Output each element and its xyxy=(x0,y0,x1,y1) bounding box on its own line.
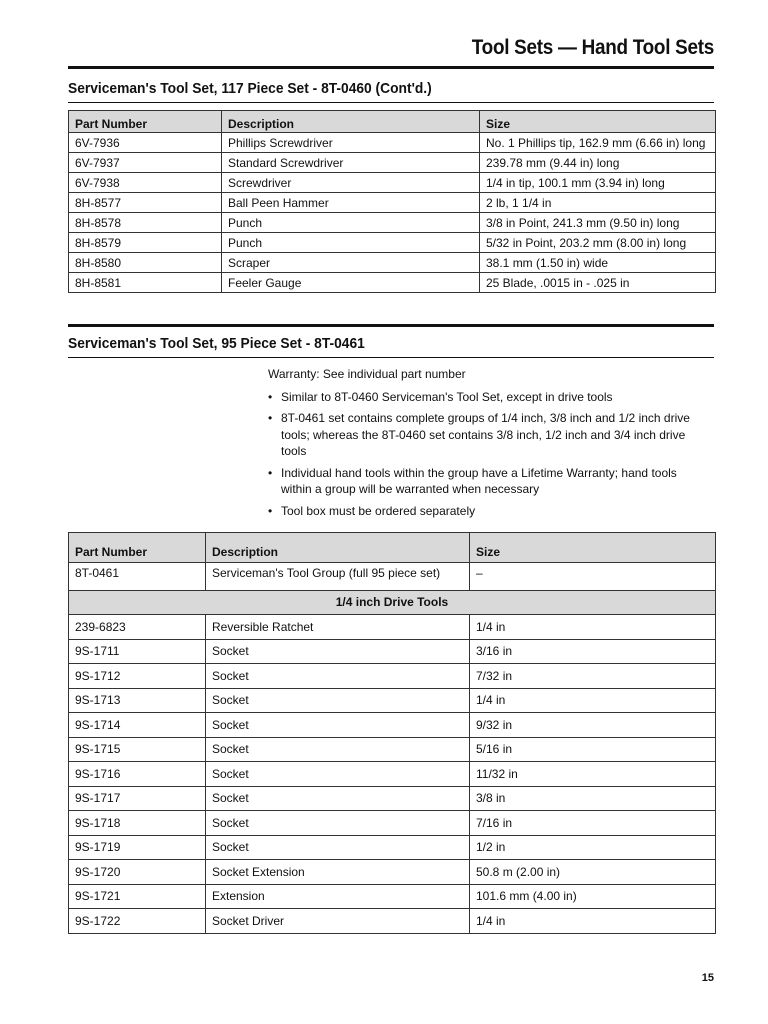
feature-text: Similar to 8T-0460 Serviceman's Tool Set, except in drive tools xyxy=(281,389,613,404)
table-row xyxy=(69,153,716,173)
description-cell: Reversible Ratchet xyxy=(206,615,470,640)
bullet-icon: • xyxy=(268,389,273,404)
size-cell: 1/4 in xyxy=(470,615,716,640)
part-number-cell: 9S-1719 xyxy=(69,835,206,860)
size-cell: 50.8 m (2.00 in) xyxy=(470,860,716,885)
description-cell: Socket xyxy=(206,639,470,664)
part-number-cell: 239-6823 xyxy=(69,615,206,640)
table-row xyxy=(69,253,716,273)
description-cell: Ball Peen Hammer xyxy=(222,193,480,213)
table-row xyxy=(69,273,716,293)
description-cell: Socket Extension xyxy=(206,860,470,885)
section2-top-rule xyxy=(68,324,714,327)
feature-text: Tool box must be ordered separately xyxy=(281,503,476,518)
table-row xyxy=(69,835,716,860)
feature-text: Individual hand tools within the group have a Lifetime Warranty; hand tools within a group will be warranted when necessary xyxy=(281,465,677,496)
size-cell: 3/16 in xyxy=(470,639,716,664)
part-number-cell: 9S-1713 xyxy=(69,688,206,713)
part-number-cell: 9S-1711 xyxy=(69,639,206,664)
column-header-part-number: Part Number xyxy=(69,533,206,563)
size-cell: 239.78 mm (9.44 in) long xyxy=(480,153,716,173)
feature-list xyxy=(268,389,708,520)
parts-table-8t0461 xyxy=(68,532,716,934)
part-number-cell: 9S-1720 xyxy=(69,860,206,885)
table-row xyxy=(69,688,716,713)
description-cell: Extension xyxy=(206,884,470,909)
description-cell: Socket xyxy=(206,713,470,738)
part-number-cell: 9S-1715 xyxy=(69,737,206,762)
table-row xyxy=(69,639,716,664)
size-cell: 1/4 in xyxy=(470,688,716,713)
size-cell: 1/4 in tip, 100.1 mm (3.94 in) long xyxy=(480,173,716,193)
table-row xyxy=(69,909,716,934)
table-row xyxy=(69,213,716,233)
table-row xyxy=(69,713,716,738)
size-cell: 1/2 in xyxy=(470,835,716,860)
part-number-cell: 8H-8578 xyxy=(69,213,222,233)
page-header-title: Tool Sets — Hand Tool Sets xyxy=(471,36,714,59)
part-number-cell: 6V-7937 xyxy=(69,153,222,173)
description-cell: Punch xyxy=(222,233,480,253)
column-header-size: Size xyxy=(480,111,716,133)
size-cell: No. 1 Phillips tip, 162.9 mm (6.66 in) long xyxy=(480,133,716,153)
part-number-cell: 6V-7938 xyxy=(69,173,222,193)
column-header-part-number: Part Number xyxy=(69,111,222,133)
part-number-cell: 9S-1718 xyxy=(69,811,206,836)
description-cell: Serviceman's Tool Group (full 95 piece set) xyxy=(206,563,470,591)
column-header-description: Description xyxy=(206,533,470,563)
table-row xyxy=(69,615,716,640)
size-cell: 11/32 in xyxy=(470,762,716,787)
description-cell: Socket xyxy=(206,811,470,836)
feature-text: 8T-0461 set contains complete groups of 1/4 inch, 3/8 inch and 1/2 inch drive tools; whereas the 8T-0460 set contains 3/8 inch, 1/2 inch and 3/4 inch drive tools xyxy=(281,411,690,458)
part-number-cell: 8H-8577 xyxy=(69,193,222,213)
size-cell: 7/16 in xyxy=(470,811,716,836)
table-header-row xyxy=(69,533,716,563)
part-number-cell: 9S-1712 xyxy=(69,664,206,689)
size-cell: 25 Blade, .0015 in - .025 in xyxy=(480,273,716,293)
group-header-row xyxy=(69,590,716,615)
header-rule xyxy=(68,66,714,69)
part-number-cell: 9S-1722 xyxy=(69,909,206,934)
group-label: 1/4 inch Drive Tools xyxy=(69,590,716,615)
table-row xyxy=(69,173,716,193)
part-number-cell: 9S-1721 xyxy=(69,884,206,909)
bullet-icon: • xyxy=(268,411,273,425)
part-number-cell: 6V-7936 xyxy=(69,133,222,153)
description-cell: Standard Screwdriver xyxy=(222,153,480,173)
part-number-cell: 9S-1716 xyxy=(69,762,206,787)
description-cell: Punch xyxy=(222,213,480,233)
feature-list-item xyxy=(268,465,708,498)
size-cell: 9/32 in xyxy=(470,713,716,738)
size-cell: – xyxy=(470,563,716,591)
description-cell: Screwdriver xyxy=(222,173,480,193)
description-cell: Socket xyxy=(206,835,470,860)
part-number-cell: 8H-8579 xyxy=(69,233,222,253)
column-header-description: Description xyxy=(222,111,480,133)
size-cell: 38.1 mm (1.50 in) wide xyxy=(480,253,716,273)
bullet-icon: • xyxy=(268,465,273,480)
part-number-cell: 9S-1717 xyxy=(69,786,206,811)
description-cell: Socket xyxy=(206,737,470,762)
feature-list-item xyxy=(268,410,708,460)
table-row xyxy=(69,811,716,836)
description-cell: Scraper xyxy=(222,253,480,273)
warranty-note: Warranty: See individual part number xyxy=(268,367,466,381)
table-row xyxy=(69,860,716,885)
part-number-cell: 9S-1714 xyxy=(69,713,206,738)
description-cell: Phillips Screwdriver xyxy=(222,133,480,153)
table-row xyxy=(69,884,716,909)
section2-title: Serviceman's Tool Set, 95 Piece Set - 8T-0461 xyxy=(68,335,365,352)
description-cell: Socket xyxy=(206,688,470,713)
description-cell: Socket xyxy=(206,786,470,811)
size-cell: 5/32 in Point, 203.2 mm (8.00 in) long xyxy=(480,233,716,253)
part-number-cell: 8T-0461 xyxy=(69,563,206,591)
description-cell: Feeler Gauge xyxy=(222,273,480,293)
size-cell: 2 lb, 1 1/4 in xyxy=(480,193,716,213)
table-header-row xyxy=(69,111,716,133)
table-row xyxy=(69,786,716,811)
part-number-cell: 8H-8581 xyxy=(69,273,222,293)
size-cell: 3/8 in Point, 241.3 mm (9.50 in) long xyxy=(480,213,716,233)
size-cell: 1/4 in xyxy=(470,909,716,934)
bullet-icon: • xyxy=(268,503,273,518)
description-cell: Socket xyxy=(206,762,470,787)
section2-rule xyxy=(68,357,714,358)
description-cell: Socket Driver xyxy=(206,909,470,934)
table-row xyxy=(69,737,716,762)
table-row xyxy=(69,233,716,253)
size-cell: 101.6 mm (4.00 in) xyxy=(470,884,716,909)
feature-list-item xyxy=(268,389,708,406)
description-cell: Socket xyxy=(206,664,470,689)
set-notes xyxy=(268,366,708,524)
table-row xyxy=(69,762,716,787)
page-number: 15 xyxy=(701,972,714,984)
table-row xyxy=(69,563,716,591)
section1-title: Serviceman's Tool Set, 117 Piece Set - 8T-0460 (Cont'd.) xyxy=(68,80,432,97)
table-row xyxy=(69,664,716,689)
parts-table-8t0460 xyxy=(68,110,716,293)
size-cell: 7/32 in xyxy=(470,664,716,689)
feature-list-item xyxy=(268,503,708,520)
part-number-cell: 8H-8580 xyxy=(69,253,222,273)
table-row xyxy=(69,193,716,213)
size-cell: 5/16 in xyxy=(470,737,716,762)
table-row xyxy=(69,133,716,153)
column-header-size: Size xyxy=(470,533,716,563)
section1-rule xyxy=(68,102,714,103)
size-cell: 3/8 in xyxy=(470,786,716,811)
